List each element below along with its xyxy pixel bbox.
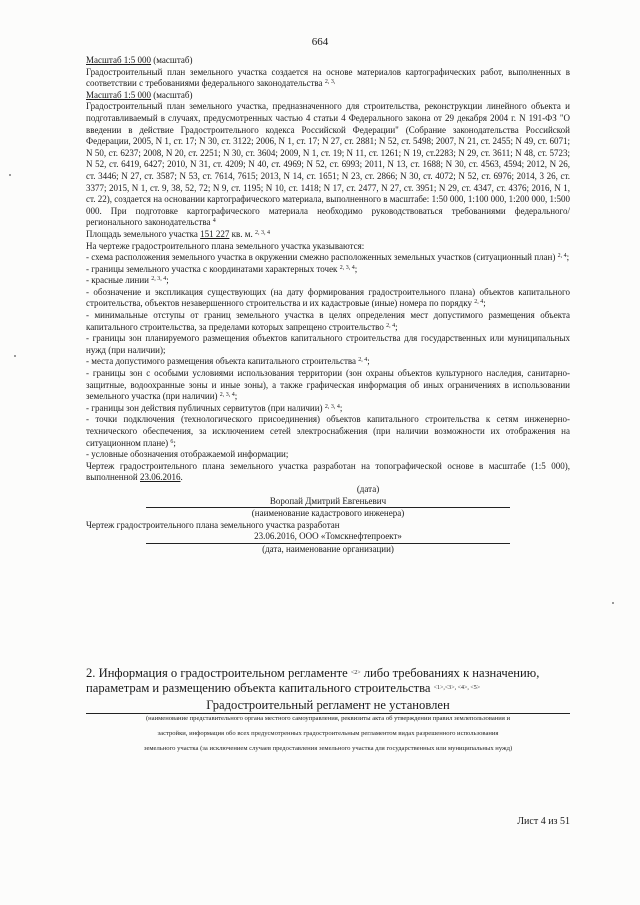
scale-line-1: Масштаб 1:5 000 (масштаб) (86, 55, 193, 65)
developer-caption: (дата, наименование организации) (262, 543, 394, 554)
scale-value: Масштаб 1:5 000 (86, 55, 152, 65)
list-item: - границы зон действия публичных сервитутов (при наличии) $^{2, 3, 4}$; (86, 402, 343, 413)
footnote-ref: 2, 4 (474, 299, 484, 306)
developed-by-line: Чертеж градостроительного плана земельного участка разработан (86, 519, 340, 530)
section-2-title: 2. Информация о градостроительном регламенте $^{<2>}$ либо требованиях к назначению, параметрам и размещению объекта капитального строительства $^{<1>,<3>, <4>, <5>}$ (86, 666, 540, 696)
list-intro: На чертеже градостроительного плана земельного участка указываются: (86, 240, 365, 251)
area-value: 151 227 (200, 228, 230, 239)
page-number: 664 (311, 36, 329, 48)
scale-line-2: Масштаб 1:5 000 (масштаб) (86, 89, 193, 100)
footnote-ref: 2, 3, 4 (151, 276, 167, 283)
list-item: - обозначение и экспликация существующих (на дату формирования градостроительного плана) объектов капитального строительства, объектов незавершенного строительства и их кадастровые (иные) номера по порядку $^{2, 4}$; (86, 286, 570, 309)
drawing-contents-list (86, 252, 570, 461)
footnote-ref: 2, 4 (358, 357, 368, 364)
list-item: - границы зон с особыми условиями использования территории (зон охраны объектов культурного наследия, санитарно-защитные, водоохранные зоны и иные зоны), а также графическая информация об иных ограничениях в использовании земельного участка (при наличии) $^{2, 3, 4}$; (86, 368, 570, 402)
list-item: - минимальные отступы от границ земельного участка в целях определения мест допустимого размещения объекта капитального строительства, за пределами которых запрещено строительство $^{2, 4}$; (86, 310, 570, 332)
footnote-ref: 2, 4 (386, 322, 396, 329)
fine-print-line-1: (наименование представительного органа местного самоуправления, реквизиты акта об утверждении правил землепользования и (145, 715, 511, 722)
topo-date: 23.06.2016 (140, 472, 181, 483)
document-body (86, 55, 570, 556)
sheet-number: Лист 4 из 51 (517, 816, 570, 827)
list-item: - границы земельного участка с координатами характерных точек $^{2, 3, 4}$; (86, 263, 358, 274)
area-line: Площадь земельного участка 151 227 кв. м. $^{2, 3, 4}$ (86, 228, 270, 239)
scale-value: Масштаб 1:5 000 (86, 89, 152, 100)
list-item: - места допустимого размещения объекта капитального строительства $^{2, 4}$; (86, 356, 370, 367)
paragraph-basis: Градостроительный план земельного участка создается на основе материалов картографических работ, выполненных в соответствии с требованиями федерального законодательства $^{2, 3,}$ (86, 66, 570, 89)
fine-print-line-3: земельного участка (за исключением случаев предоставления земельного участка для государственных или муниципальных нужд) (143, 745, 513, 752)
engineer-caption: (наименование кадастрового инженера) (251, 508, 405, 519)
fine-print-line-2: застройки, информация обо всех предусмотренных градостроительным регламентом видах разрешенного использования (157, 730, 499, 737)
scan-speck (9, 174, 11, 176)
list-item: - точки подключения (технологического присоединения) объектов капитального строительства к сетям инженерно-технического обеспечения, за исключением сетей электроснабжения (при наличии возможности их отображения на ситуационном плане) $^6$; (86, 414, 570, 448)
footnote-ref: 4 (212, 218, 216, 225)
list-item: - красные линии $^{2, 3, 4}$; (86, 275, 169, 286)
footnote-ref: 2, 3, 4 (254, 229, 270, 236)
footnote-ref: 2, 3, 4 (339, 264, 355, 271)
date-caption: (дата) (356, 483, 380, 494)
footnote-ref: 2, 3, 4 (324, 403, 340, 410)
topographic-basis: Чертеж градостроительного плана земельного участка разработан на топографической основе в масштабе (1:5 000), выполненной 23.06.2016. (86, 460, 570, 483)
footnote-ref: 2, 3, 4 (219, 392, 235, 399)
scan-speck (14, 355, 16, 357)
list-item: - схема расположения земельного участка в окружении смежно расположенных земельных участков (ситуационный план) $^{2, 4}$; (86, 252, 570, 263)
regulation-status: Градостроительный регламент не установлен (86, 698, 570, 714)
developer-value: 23.06.2016, ООО «Томскнефтепроект» (146, 531, 510, 544)
paragraph-legal-basis: Градостроительный план земельного участка, предназначенного для строительства, реконструкции линейного объекта и подготавливаемый в случаях, предусмотренных частью 4 статьи 4 Федерального закона от 29 декабря 2004 г. N 191-ФЗ "О введении в действие Градостроительного кодекса Российской Федерации" (Собрание законодательства Российской Федерации, 2005, N 1, ст. 17; N 30, ст. 3122; 2006, N 1, ст. 17; N 27, ст. 2881; N 52, ст. 5498; 2007, N 21, ст. 2455; N 49, ст. 6071; N 50, ст. 6237; 2008, N 20, ст. 2251; N 30, ст. 3604; 2009, N 1, ст. 19; N 11, ст. 1261; N 19, ст.2283; N 29, ст. 3611; N 48, ст. 5723; N 52, ст. 6419, 6427; 2010, N 31, ст. 4209; N 40, ст. 4969; N 52, ст. 6993; 2011, N 13, ст. 1688; N 30, ст. 4563, 4594; 2012, N 26, ст. 3446; N 27, ст. 3587; N 53, ст. 7614, 7615; 2013, N 14, ст. 1651; N 23, ст. 2866; N 30, ст. 4072; N 52, ст. 6976; 2014, 3 26, ст. 3377; 2015, N 1, ст. 9, 38, 52, 72; N 9, ст. 1195; N 10, ст. 1418; N 17, ст. 2477, N 27, ст. 3951; N 29, ст. 4347, ст. 4376; 2016, N 1, ст. 22), создается на основании картографического материала, выполненного в масштабе: 1:50 000, 1:100 000, 1:200 000, 1:500 000. При подготовке картографического материала необходимо руководствоваться требованиями федерального/регионального законодательства $^4$ (86, 101, 570, 228)
scan-speck (612, 602, 614, 604)
list-item: - границы зон планируемого размещения объектов капитального строительства для государственных или муниципальных нужд (при наличии); (86, 333, 570, 355)
list-item: - условные обозначения отображаемой информации; (86, 449, 289, 460)
footnote-ref: 2, 4 (557, 253, 567, 260)
engineer-name: Воропай Дмитрий Евгеньевич (146, 496, 510, 509)
footnote-ref: 6 (170, 438, 174, 445)
footnote-ref: 2, 3, (324, 79, 336, 86)
